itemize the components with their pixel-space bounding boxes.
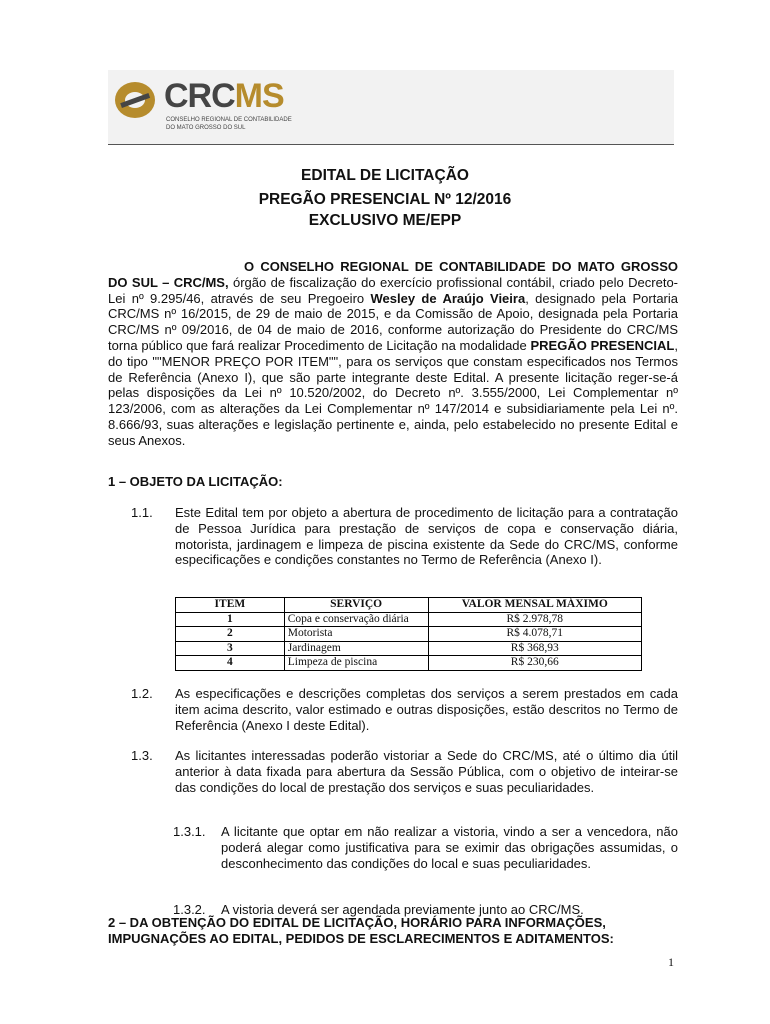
cell-valor: R$ 230,66 [428, 656, 642, 671]
cell-servico: Motorista [284, 627, 428, 642]
services-table [175, 597, 642, 671]
cell-item: 2 [176, 627, 285, 642]
header-valor: VALOR MENSAL MÁXIMO [428, 598, 642, 613]
letterhead [108, 70, 674, 145]
intro-paragraph: O CONSELHO REGIONAL DE CONTABILIDADE DO MATO GROSSO DO SUL – CRC/MS, órgão de fiscalização do exercício profissional contábil, criado pelo Decreto-Lei nº 9.295/46, através de seu Pregoeiro Wesley de Araújo Vieira, designado pela Portaria CRC/MS nº 16/2015, de 29 de maio de 2015, e da Comissão de Apoio, designada pela Portaria CRC/MS nº 09/2016, de 04 de maio de 2016, conforme autorização do Presidente do CRC/MS torna público que fará realizar Procedimento de Licitação na modalidade PREGÃO PRESENCIAL, do tipo ""MENOR PREÇO POR ITEM"", para os serviços que constam especificados nos Termos de Referência (Anexo I), que são parte integrante deste Edital. A presente licitação reger-se-á pelas disposições da Lei nº 10.520/2002, do Decreto nº. 3.555/2000, Lei Complementar nº 123/2006, com as alterações da Lei Complementar nº 147/2014 e subsidiariamente pela Lei nº. 8.666/93, suas alterações e legislação pertinente e, ainda, pelo estabelecido no presente Edital e seus Anexos. [108, 259, 679, 448]
table-header-row [176, 598, 642, 613]
document-title: EDITAL DE LICITAÇÃO [301, 167, 469, 184]
clause-text: A vistoria deverá ser agendada previamente junto ao CRC/MS. [221, 902, 584, 917]
clause-1-1 [131, 505, 678, 568]
clause-text: As licitantes interessadas poderão vistoriar a Sede do CRC/MS, até o último dia útil anterior à data fixada para abertura da Sessão Pública, com o objetivo de inteirar-se das condições do local de prestação dos serviços e suas peculiaridades. [175, 748, 678, 795]
cell-item: 3 [176, 641, 285, 656]
table-row [176, 656, 642, 671]
cell-valor: R$ 368,93 [428, 641, 642, 656]
clause-text: A licitante que optar em não realizar a vistoria, vindo a ser a vencedora, não poderá alegar como justificativa para se eximir das obrigações assumidas, o desconhecimento das condições do local e suas peculiaridades. [221, 824, 678, 871]
clause-number: 1.3.1. [173, 824, 206, 839]
cell-item: 4 [176, 656, 285, 671]
clause-1-3 [131, 748, 678, 795]
page-number: 1 [668, 955, 674, 969]
table-row [176, 612, 642, 627]
logo-wordmark: CRCMS [164, 77, 284, 115]
clause-1-3-1 [173, 824, 678, 871]
clause-number: 1.1. [131, 505, 153, 520]
section-heading-1: 1 – OBJETO DA LICITAÇÃO: [108, 474, 283, 489]
table-row [176, 641, 642, 656]
cell-servico: Copa e conservação diária [284, 612, 428, 627]
cell-item: 1 [176, 612, 285, 627]
header-servico: SERVIÇO [284, 598, 428, 613]
clause-number: 1.3.2. [173, 902, 206, 917]
clause-number: 1.3. [131, 748, 153, 763]
clause-1-2 [131, 686, 678, 733]
crc-logo-icon [112, 78, 158, 122]
clause-text: Este Edital tem por objeto a abertura de procedimento de licitação para a contratação de Pessoa Jurídica para prestação de serviços de copa e conservação diária, motorista, jardinagem e limpeza de piscina existente da Sede do CRC/MS, conforme especificações e condições constantes no Termo de Referência (Anexo I). [175, 505, 678, 568]
cell-servico: Jardinagem [284, 641, 428, 656]
header-item: ITEM [176, 598, 285, 613]
cell-valor: R$ 4.078,71 [428, 627, 642, 642]
document-subtitle: PREGÃO PRESENCIAL Nº 12/2016 [258, 191, 512, 208]
cell-valor: R$ 2.978,78 [428, 612, 642, 627]
table-row [176, 627, 642, 642]
clause-number: 1.2. [131, 686, 153, 701]
document-subtitle-exclusive: EXCLUSIVO ME/EPP [308, 212, 462, 229]
cell-servico: Limpeza de piscina [284, 656, 428, 671]
logo-subtitle: CONSELHO REGIONAL DE CONTABILIDADE DO MATO GROSSO DO SUL [166, 117, 292, 131]
section-heading-2: 2 – DA OBTENÇÃO DO EDITAL DE LICITAÇÃO, HORÁRIO PARA INFORMAÇÕES, IMPUGNAÇÕES AO EDITAL, PEDIDOS DE ESCLARECIMENTOS E ADITAMENTOS: [108, 915, 614, 946]
clause-text: As especificações e descrições completas dos serviços a serem prestados em cada item acima descrito, valor estimado e outras disposições, estão descritos no Termo de Referência (Anexo I deste Edital). [175, 686, 678, 733]
